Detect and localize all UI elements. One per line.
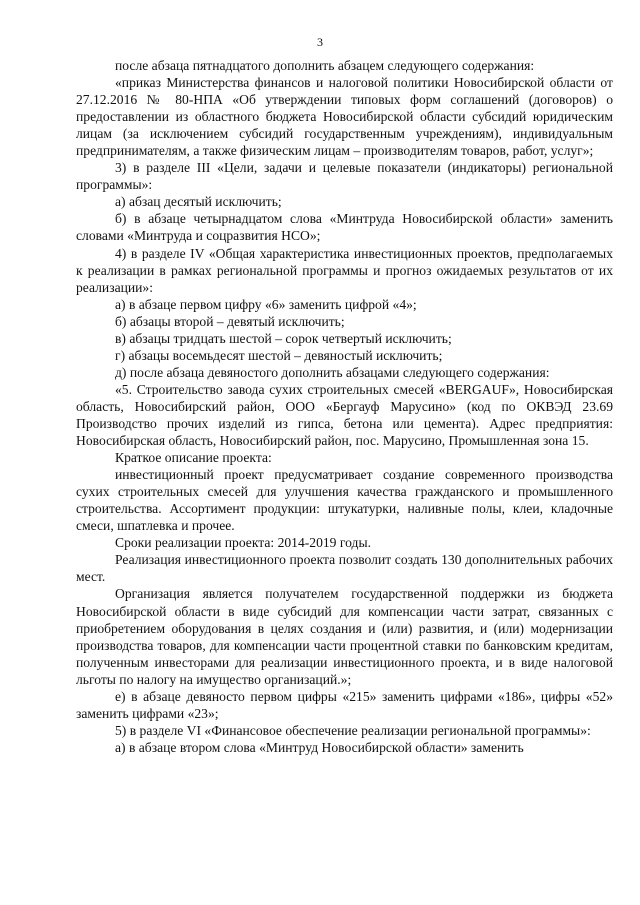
paragraph: «5. Строительство завода сухих строительных смесей «BERGAUF», Новосибирская область, Новосибирский район, ООО «Бергауф Марусино» (код по ОКВЭД 23.69 Производство прочих изделий из гипса, бетона или цемента). Адрес предприятия: Новосибирская область, Новосибирский район, пос. Марусино, Промышленная зона 15. <box>76 381 613 449</box>
paragraph: а) абзац десятый исключить; <box>115 194 282 210</box>
paragraph: б) абзацы второй – девятый исключить; <box>115 313 345 329</box>
paragraph: после абзаца пятнадцатого дополнить абзацем следующего содержания: <box>115 58 535 73</box>
document-body <box>76 57 613 756</box>
paragraph: 3) в разделе III «Цели, задачи и целевые показатели (индикаторы) региональной программы»: <box>76 160 613 193</box>
paragraph: Реализация инвестиционного проекта позволит создать 130 дополнительных рабочих мест. <box>76 552 613 585</box>
paragraph: е) в абзаце девяносто первом цифры «215» заменить цифрами «186», цифры «52» заменить цифрами «23»; <box>76 688 613 721</box>
paragraph: 5) в разделе VI «Финансовое обеспечение реализации региональной программы»: <box>115 722 591 738</box>
paragraph: Краткое описание проекта: <box>115 450 272 466</box>
paragraph: б) в абзаце четырнадцатом слова «Минтруда Новосибирской области» заменить словами «Минтруда и соцразвития НСО»; <box>76 211 613 244</box>
paragraph: Организация является получателем государственной поддержки из бюджета Новосибирской области в виде субсидий для компенсации части затрат, связанных с приобретением оборудования в целях создания и (или) развития, и (или) модернизации производства товаров, для компенсации части процентной ставки по банковским кредитам, полученным инвесторами для реализации инвестиционного проекта, и в виде налоговой льготы по налогу на имущество организаций.»; <box>76 586 613 687</box>
paragraph: в) абзацы тридцать шестой – сорок четвертый исключить; <box>115 330 452 346</box>
paragraph: а) в абзаце первом цифру «6» заменить цифрой «4»; <box>115 296 417 312</box>
paragraph: г) абзацы восемьдесят шестой – девяностый исключить; <box>115 347 443 363</box>
paragraph: инвестиционный проект предусматривает создание современного производства сухих строительных смесей для улучшения качества гражданского и промышленного строительства. Ассортимент продукции: штукатурки, наливные полы, клеи, кладочные смеси, шпатлевка и прочее. <box>76 467 613 534</box>
paragraph: Сроки реализации проекта: 2014-2019 годы. <box>115 535 371 551</box>
paragraph: 4) в разделе IV «Общая характеристика инвестиционных проектов, предполагаемых к реализации в рамках региональной программы и прогноз ожидаемых результатов от их реализации»: <box>76 245 613 295</box>
paragraph: а) в абзаце втором слова «Минтруд Новосибирской области» заменить <box>115 739 524 755</box>
page-number: 3 <box>317 35 323 49</box>
paragraph: д) после абзаца девяностого дополнить абзацами следующего содержания: <box>115 364 550 380</box>
paragraph: «приказ Министерства финансов и налоговой политики Новосибирской области от 27.12.2016 № 80-НПА «Об утверждении типовых форм соглашений (договоров) о предоставлении из областного бюджета Новосибирской области субсидий юридическим лицам (за исключением субсидий государственным учреждениям), индивидуальным предпринимателям, а также физическим лицам – производителям товаров, работ, услуг»; <box>76 75 613 159</box>
